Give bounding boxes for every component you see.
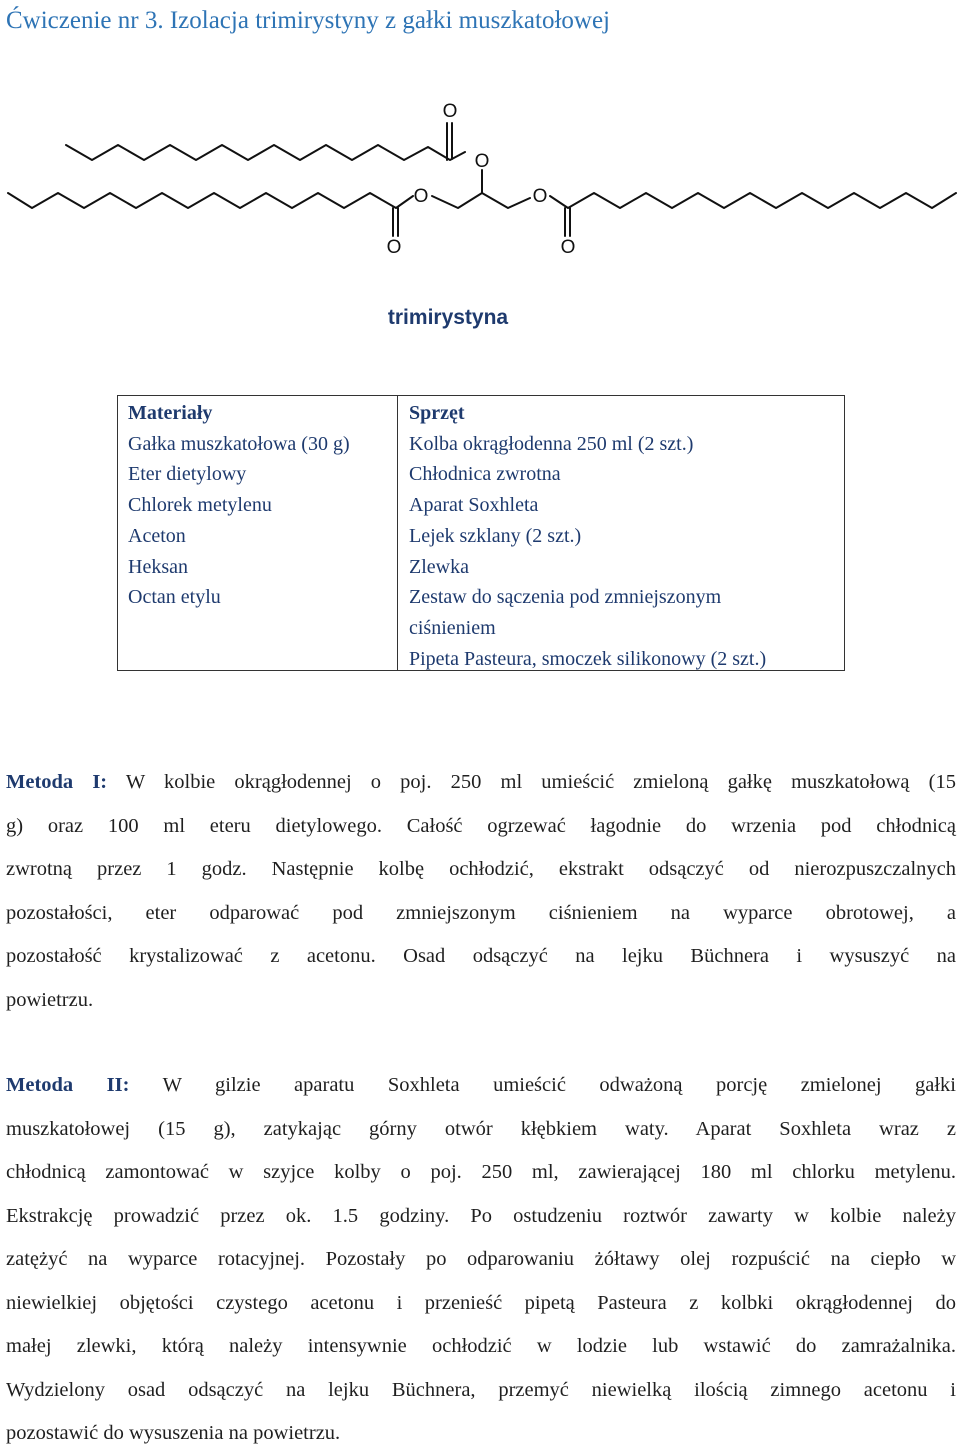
- method-2-paragraph: [6, 1064, 956, 1456]
- paragraph-line: niewielkiej objętości czystego acetonu i przenieść pipetą Pasteura z kolbki okrągłodennej do: [6, 1291, 956, 1314]
- oxygen-atom-label: O: [560, 237, 576, 258]
- top-chain-bond: [66, 145, 465, 160]
- material-item: Gałka muszkatołowa (30 g): [128, 432, 350, 455]
- method-1-label: Metoda I:: [6, 771, 108, 793]
- page-title: [6, 4, 956, 37]
- equipment-item: ciśnieniem: [409, 616, 496, 639]
- equipment-item: Aparat Soxhleta: [409, 494, 539, 517]
- paragraph-line: pozostałość krystalizować z acetonu. Osad odsączyć na lejku Büchnera i wysuszyć na: [6, 945, 956, 967]
- equipment-header: Sprzęt: [409, 402, 465, 424]
- oxygen-atom-label: O: [474, 151, 490, 172]
- material-item: Heksan: [128, 555, 188, 578]
- method-2-text: W gilzie aparatu Soxhleta umieścić odważoną porcję zmielonej gałki: [129, 1074, 957, 1096]
- paragraph-line: zwrotną przez 1 godz. Następnie kolbę ochłodzić, ekstrakt odsączyć od nierozpuszczalnych: [6, 858, 956, 880]
- oxygen-atom-label: O: [386, 237, 402, 258]
- paragraph-line: pozostałości, eter odparować pod zmniejszonym ciśnieniem na wyparce obrotowej, a: [6, 901, 956, 924]
- paragraph-line: Wydzielony osad odsączyć na lejku Büchnera, przemyć niewielką ilością zimnego acetonu i: [6, 1378, 956, 1401]
- paragraph-line: [6, 1064, 956, 1108]
- paragraph-line: chłodnicą zamontować w szyjce kolby o poj. 250 ml, zawierającej 180 ml chlorku metylenu.: [6, 1161, 956, 1183]
- materials-header: Materiały: [128, 402, 213, 424]
- equipment-column: [409, 398, 766, 674]
- equipment-item: Lejek szklany (2 szt.): [409, 524, 582, 547]
- method-2-label: Metoda II:: [6, 1074, 130, 1096]
- method-1-paragraph: [6, 761, 956, 1022]
- glycerol-backbone-bond: [482, 170, 530, 208]
- paragraph-line: powietrzu.: [6, 988, 94, 1011]
- oxygen-atom-label: O: [413, 186, 429, 207]
- equipment-item: Zestaw do sączenia pod zmniejszonym: [409, 586, 722, 609]
- material-item: Octan etylu: [128, 586, 221, 609]
- glycerol-left-bond: [432, 193, 482, 208]
- materials-column: [128, 398, 350, 613]
- paragraph-line: zatężyć na wyparce rotacyjnej. Pozostały po odparowaniu żółtawy olej rozpuścić na ciepło w: [6, 1248, 956, 1270]
- equipment-item: Pipeta Pasteura, smoczek silikonowy (2 szt.): [409, 647, 767, 670]
- paragraph-line: pozostawić do wysuszenia na powietrzu.: [6, 1422, 341, 1444]
- exercise-title: Izolacja trimirystyny z gałki muszkatołowej: [163, 7, 610, 34]
- equipment-item: Chłodnica zwrotna: [409, 463, 561, 486]
- exercise-number: Ćwiczenie nr 3.: [6, 7, 164, 34]
- paragraph-line: małej zlewki, którą należy intensywnie ochłodzić w lodzie lub wstawić do zamrażalnika.: [6, 1335, 956, 1357]
- paragraph-line: g) oraz 100 ml eteru dietylowego. Całość ogrzewać łagodnie do wrzenia pod chłodnicą: [6, 814, 956, 837]
- paragraph-line: [6, 761, 956, 805]
- paragraph-line: muszkatołowej (15 g), zatykając górny otwór kłębkiem waty. Aparat Soxhleta wraz z: [6, 1117, 956, 1140]
- trimyristin-structure-diagram: [0, 90, 960, 300]
- right-chain-bond: [550, 193, 956, 208]
- oxygen-atom-label: O: [532, 186, 548, 207]
- paragraph-line: Ekstrakcję prowadzić przez ok. 1.5 godziny. Po ostudzeniu roztwór zawarty w kolbie należy: [6, 1204, 956, 1227]
- equipment-item: Kolba okrągłodenna 250 ml (2 szt.): [409, 432, 694, 455]
- equipment-item: Zlewka: [409, 555, 469, 578]
- materials-equipment-table: [117, 395, 845, 671]
- structure-caption: trimirystyna: [387, 306, 509, 329]
- method-1-text: W kolbie okrągłodennej o poj. 250 ml umieścić zmieloną gałkę muszkatołową (15: [107, 771, 956, 793]
- oxygen-atom-label: O: [442, 101, 458, 122]
- material-item: Aceton: [128, 524, 186, 547]
- material-item: Eter dietylowy: [128, 463, 247, 486]
- left-chain-bond: [8, 193, 413, 208]
- material-item: Chlorek metylenu: [128, 494, 272, 517]
- table-divider: [397, 396, 398, 670]
